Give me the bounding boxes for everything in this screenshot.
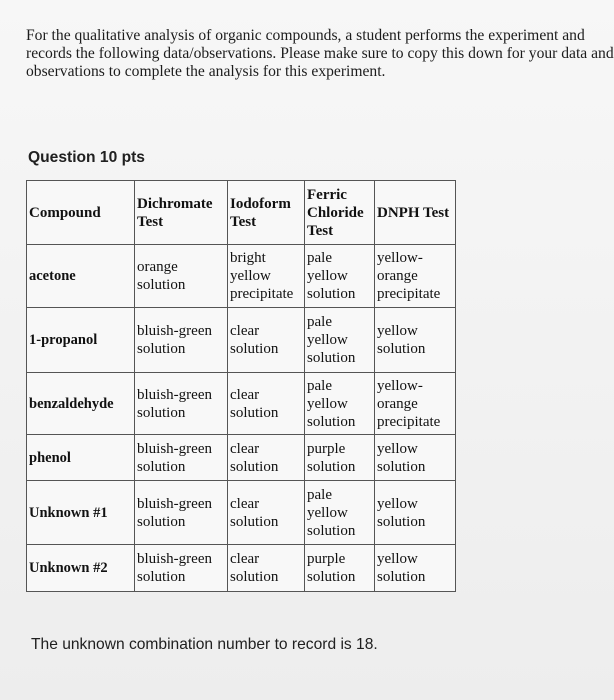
header-ferric-chloride-test: Ferric Chloride Test — [305, 181, 375, 245]
compound-cell: 1-propanol — [27, 308, 135, 373]
ferric-chloride-cell: pale yellow solution — [305, 481, 375, 545]
header-iodoform-test: Iodoform Test — [228, 181, 305, 245]
iodoform-cell: clear solution — [228, 435, 305, 481]
dichromate-cell: bluish-green solution — [135, 481, 228, 545]
observations-table — [26, 180, 456, 592]
dnph-cell: yellow solution — [375, 308, 456, 373]
iodoform-cell: clear solution — [228, 481, 305, 545]
intro-paragraph: For the qualitative analysis of organic compounds, a student performs the experiment and records the following data/observations. Please make sure to copy this down for your data and observations to complete the analysis for this experiment. — [26, 27, 614, 80]
ferric-chloride-cell: purple solution — [305, 545, 375, 592]
header-dnph-test: DNPH Test — [375, 181, 456, 245]
table-row — [27, 481, 456, 545]
header-compound: Compound — [27, 181, 135, 245]
compound-cell: acetone — [27, 245, 135, 308]
table-row — [27, 545, 456, 592]
dnph-cell: yellow-orange precipitate — [375, 245, 456, 308]
dichromate-cell: orange solution — [135, 245, 228, 308]
ferric-chloride-cell: pale yellow solution — [305, 245, 375, 308]
table-row — [27, 308, 456, 373]
compound-cell: benzaldehyde — [27, 373, 135, 435]
compound-cell: phenol — [27, 435, 135, 481]
table-row — [27, 373, 456, 435]
dnph-cell: yellow solution — [375, 545, 456, 592]
table-row — [27, 245, 456, 308]
unknown-combination-note: The unknown combination number to record is 18. — [31, 636, 378, 653]
compound-cell: Unknown #2 — [27, 545, 135, 592]
dichromate-cell: bluish-green solution — [135, 373, 228, 435]
ferric-chloride-cell: pale yellow solution — [305, 308, 375, 373]
dnph-cell: yellow-orange precipitate — [375, 373, 456, 435]
iodoform-cell: clear solution — [228, 373, 305, 435]
compound-cell: Unknown #1 — [27, 481, 135, 545]
dichromate-cell: bluish-green solution — [135, 435, 228, 481]
question-label: Question 10 pts — [28, 149, 145, 166]
ferric-chloride-cell: purple solution — [305, 435, 375, 481]
ferric-chloride-cell: pale yellow solution — [305, 373, 375, 435]
table-header-row — [27, 181, 456, 245]
header-dichromate-test: Dichromate Test — [135, 181, 228, 245]
iodoform-cell: clear solution — [228, 308, 305, 373]
dichromate-cell: bluish-green solution — [135, 545, 228, 592]
table-row — [27, 435, 456, 481]
dnph-cell: yellow solution — [375, 435, 456, 481]
dichromate-cell: bluish-green solution — [135, 308, 228, 373]
dnph-cell: yellow solution — [375, 481, 456, 545]
iodoform-cell: bright yellow precipitate — [228, 245, 305, 308]
iodoform-cell: clear solution — [228, 545, 305, 592]
